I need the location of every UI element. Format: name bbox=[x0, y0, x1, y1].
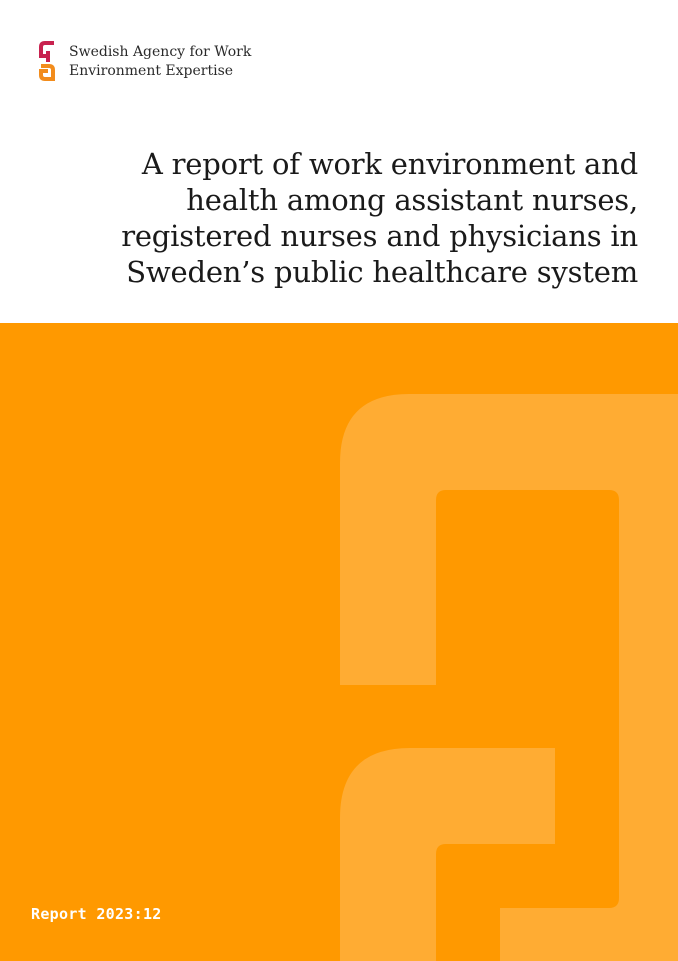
cover-header bbox=[0, 0, 678, 323]
agency-name-line: Environment Expertise bbox=[69, 63, 234, 79]
report-title-line: health among assistant nurses, bbox=[186, 183, 638, 217]
report-title bbox=[78, 146, 638, 290]
agency-name bbox=[69, 43, 251, 81]
logo-watermark-icon bbox=[0, 323, 678, 961]
agency-name-line: Swedish Agency for Work bbox=[69, 44, 252, 60]
report-title-line: A report of work environment and bbox=[141, 147, 638, 181]
report-title-line: registered nurses and physicians in bbox=[121, 219, 638, 253]
cover-color-band bbox=[0, 323, 678, 961]
report-number: Report 2023:12 bbox=[31, 905, 162, 923]
agency-logo-icon bbox=[38, 40, 56, 82]
report-title-line: Sweden’s public healthcare system bbox=[126, 255, 638, 289]
